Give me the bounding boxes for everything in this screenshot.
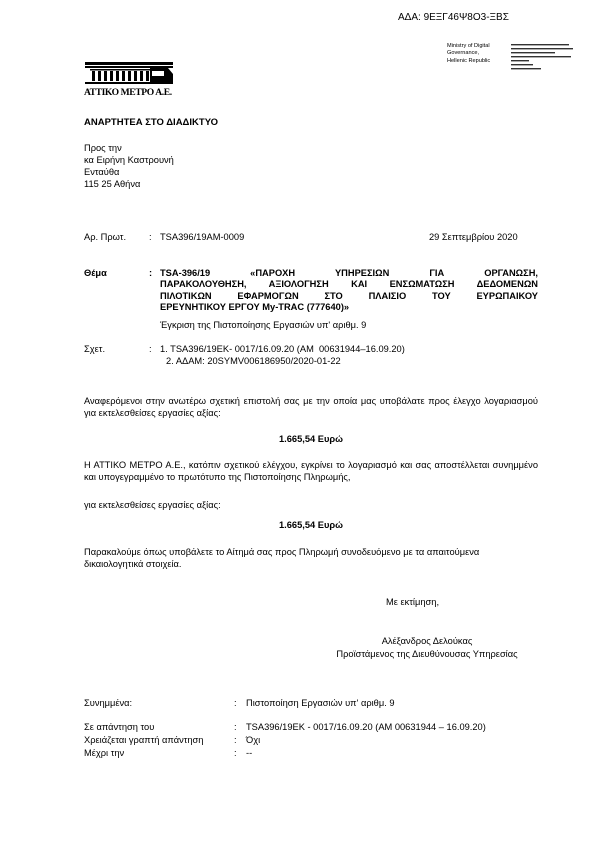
subject-label: Θέμα	[84, 268, 107, 278]
subject-approval: Έγκριση της Πιστοποίησης Εργασιών υπ' αριθμ. 9	[160, 320, 367, 330]
reply-needed-value: Όχι	[246, 735, 261, 745]
related-item: 1. TSA396/19EK- 0017/16.09.20 (ΑΜ 00631944–16.09.20)	[160, 344, 405, 354]
posting-heading: ΑΝΑΡΤΗΤΕΑ ΣΤΟ ΔΙΑΔΙΚΤΥΟ	[84, 117, 219, 128]
protocol-number: TSA396/19AM-0009	[160, 232, 245, 242]
body-paragraph: Παρακαλούμε όπως υποβάλετε το Αίτημά σας προς Πληρωμή συνοδευόμενο με τα απαιτούμενα δικαιολογητικά στοιχεία.	[84, 547, 480, 570]
reply-value: TSA396/19EK - 0017/16.09.20 (ΑΜ 00631944 – 16.09.20)	[246, 722, 486, 732]
body-paragraph: για εκτελεσθείσες εργασίες αξίας:	[84, 500, 221, 510]
signature-fine-print-icon	[511, 43, 581, 77]
attachments-colon: :	[234, 698, 237, 708]
signatory-name: Αλέξανδρος Δελούκας	[381, 636, 473, 646]
signature-line: Governance,	[447, 50, 480, 57]
reply-colon: :	[234, 722, 237, 732]
signatory-title: Προϊστάμενος της Διευθύνουσας Υπηρεσίας	[336, 648, 518, 659]
amount: 1.665,54 Ευρώ	[279, 434, 343, 444]
subject-line: ΠΙΛΟΤΙΚΩΝ ΕΦΑΡΜΟΓΩΝ ΣΤΟ ΠΛΑΙΣΙΟ ΤΟΥ ΕΥΡΩΠΑΙΚΟΥ	[160, 290, 538, 301]
attachments-label: Συνημμένα:	[84, 698, 133, 708]
protocol-label: Αρ. Πρωτ.	[84, 232, 127, 242]
recipient-name: κα Ειρήνη Καστρουνή	[84, 154, 174, 165]
reply-needed-label: Χρειάζεται γραπτή απάντηση	[84, 735, 204, 745]
signature-line: Hellenic Republic	[447, 57, 491, 64]
deadline-label: Μέχρι την	[84, 748, 125, 758]
reply-needed-colon: :	[234, 735, 237, 745]
related-item: 2. ΑΔΑΜ: 20SYMV006186950/2020-01-22	[166, 355, 341, 366]
subject-line: ΕΡΕΥΝΗΤΙΚΟΥ ΕΡΓΟΥ My-TRAC (777640)»	[160, 301, 350, 312]
company-logo	[84, 56, 174, 100]
company-logo-text: ΑΤΤΙΚΟ ΜΕΤΡΟ Α.Ε.	[84, 87, 172, 98]
body-paragraph: Αναφερόμενοι στην ανωτέρω σχετική επιστολή σας με την οποία μας υποβάλατε προς έλεγχο λογαριασμού για εκτελεσθείσες εργασίες αξίας:	[84, 396, 538, 419]
deadline-value: --	[246, 748, 253, 758]
protocol-colon: :	[149, 232, 152, 242]
subject-text	[160, 268, 538, 313]
signature-line: Ministry of Digital	[447, 43, 490, 49]
related-colon: :	[149, 344, 152, 354]
subject-colon: :	[149, 268, 153, 278]
deadline-colon: :	[234, 748, 237, 758]
attachments-value: Πιστοποίηση Εργασιών υπ' αριθμ. 9	[246, 698, 395, 708]
recipient-block	[84, 143, 174, 191]
body-paragraph: Η ΑΤΤΙΚΟ ΜΕΤΡΟ Α.Ε., κατόπιν σχετικού ελέγχου, εγκρίνει το λογαριασμό και σας αποστέλλεται συνημμένο και υπογεγραμμένο το πρωτότυπο της Πιστοποίησης Πληρωμής,	[84, 460, 538, 483]
letter-date: 29 Σεπτεμβρίου 2020	[429, 232, 518, 242]
signatory-block	[310, 635, 544, 660]
related-list	[160, 344, 405, 367]
reply-label: Σε απάντηση του	[84, 722, 155, 732]
recipient-place: Ενταύθα	[84, 166, 120, 177]
ada-code: ΑΔΑ: 9ΕΞΓ46Ψ8Ο3-ΞΒΣ	[398, 12, 509, 23]
related-label: Σχετ.	[84, 344, 106, 354]
subject-line: ΠΑΡΑΚΟΛΟΥΘΗΣΗ, ΑΞΙΟΛΟΓΗΣΗ ΚΑΙ ΕΝΣΩΜΑΤΩΣΗ ΔΕΔΟΜΕΝΩΝ	[160, 279, 538, 290]
closing-greeting: Με εκτίμηση,	[386, 597, 440, 607]
digital-signature-stamp	[447, 43, 507, 65]
recipient-city: 115 25 Αθήνα	[84, 178, 141, 189]
amount: 1.665,54 Ευρώ	[279, 520, 343, 530]
recipient-to: Προς την	[84, 143, 122, 153]
subject-line: TSA-396/19 «ΠΑΡΟΧΗ ΥΠΗΡΕΣΙΩΝ ΓΙΑ ΟΡΓΑΝΩΣΗ,	[160, 268, 538, 278]
